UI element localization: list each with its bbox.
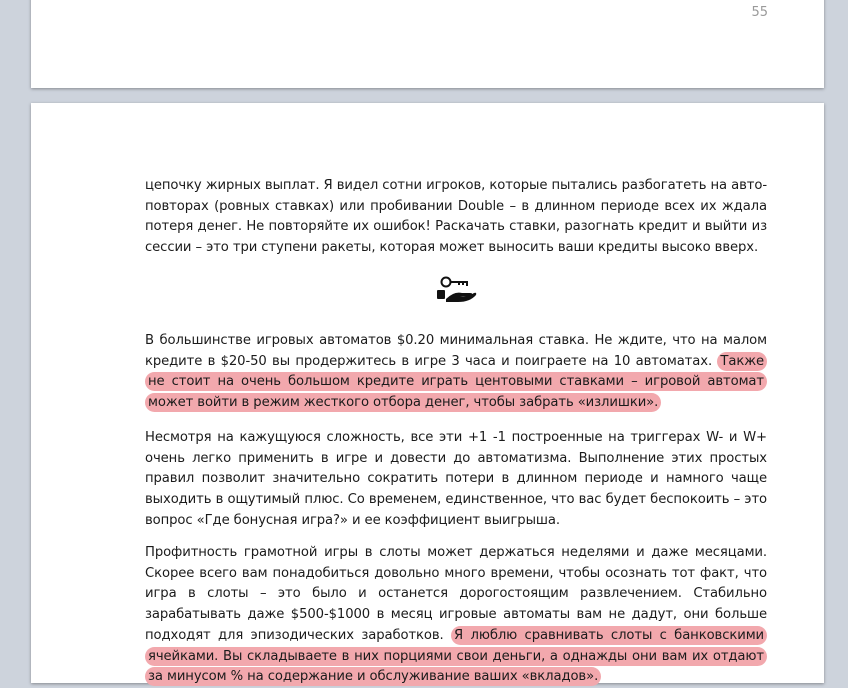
paragraph-1: цепочку жирных выплат. Я видел сотни игроков, которые пытались разбогатеть на авто-повторах (ровных ставках) или пробивании Double – в длинном периоде всех их ждала потеря денег. Не повторяйте их ошибок! Раскачать ставки, разогнать кредит и выйти из сессии – это три ступени ракеты, которая может выносить ваши кредиты высоко вверх. bbox=[145, 178, 767, 256]
current-page bbox=[31, 103, 824, 683]
paragraph-2-text: В большинстве игровых автоматов $0.20 минимальная ставка. Не ждите, что на малом кредите в $20-50 вы продержитесь в игре 3 часа и поиграете на 10 автоматах. bbox=[145, 333, 767, 369]
paragraph-4 bbox=[145, 543, 767, 688]
previous-page bbox=[31, 0, 824, 88]
paragraph-3: Несмотря на кажущуюся сложность, все эти +1 -1 построенные на триггерах W- и W+ очень легко применить в игре и довести до автоматизма. Выполнение этих простых правил позволит значительно сократить потери в длинном периоде и намного чаще выходить в ощутимый плюс. Со временем, единственное, что вас будет беспокоить – это вопрос «Где бонусная игра?» и ее коэффициент выигрыша. bbox=[145, 430, 767, 528]
highlighted-text-1: Также не стоит на очень большом кредите играть центовыми ставками – игровой автомат может войти в режим жесткого отбора денег, чтобы забрать «излишки». bbox=[145, 352, 767, 412]
highlighted-text-2: Я люблю сравнивать слоты с банковскими ячейками. Вы складываете в них порциями свои деньги, а однажды они вам их отдают за минусом % на содержание и обслуживание ваших «вкладов». bbox=[145, 626, 767, 686]
paragraph-2 bbox=[145, 331, 767, 414]
key-hand-icon bbox=[434, 275, 478, 305]
page-number: 55 bbox=[751, 5, 768, 20]
paragraph-4-text: Профитность грамотной игры в слоты может держаться неделями и даже месяцами. Скорее всего вам понадобиться довольно много времени, чтобы осознать тот факт, что игра в слоты – это было и останется дорогостоящим развлечением. Стабильно зарабатывать даже $500-$1000 в месяц игровые автоматы вам не дадут, они больше подходят для эпизодических заработков. bbox=[145, 545, 767, 643]
